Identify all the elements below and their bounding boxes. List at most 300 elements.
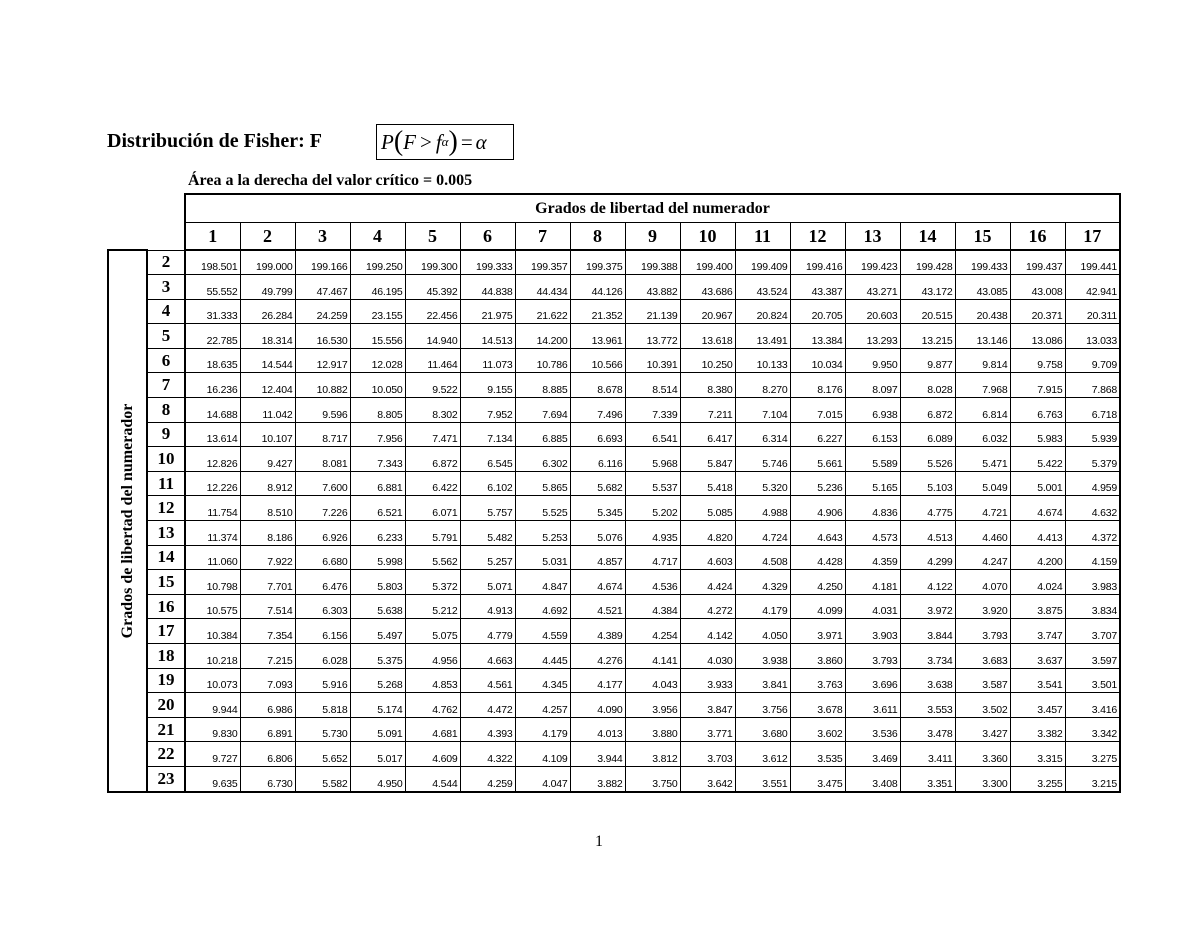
table-cell: 6.417: [680, 422, 735, 447]
table-cell: 43.172: [900, 275, 955, 300]
row-header: 20: [147, 693, 185, 718]
table-cell: 7.343: [350, 447, 405, 472]
table-cell: 4.030: [680, 644, 735, 669]
table-cell: 5.847: [680, 447, 735, 472]
table-cell: 13.215: [900, 324, 955, 349]
table-row: [108, 324, 1120, 349]
table-cell: 10.384: [185, 619, 240, 644]
table-cell: 3.351: [900, 766, 955, 791]
table-cell: 3.637: [1010, 644, 1065, 669]
table-cell: 5.482: [460, 521, 515, 546]
table-cell: 7.922: [240, 545, 295, 570]
table-cell: 4.050: [735, 619, 790, 644]
table-cell: 14.544: [240, 348, 295, 373]
table-cell: 4.762: [405, 693, 460, 718]
table-cell: 5.320: [735, 471, 790, 496]
table-cell: 9.596: [295, 398, 350, 423]
table-cell: 5.526: [900, 447, 955, 472]
table-cell: 10.073: [185, 668, 240, 693]
table-cell: 12.404: [240, 373, 295, 398]
table-cell: 8.186: [240, 521, 295, 546]
table-cell: 8.270: [735, 373, 790, 398]
table-cell: 3.501: [1065, 668, 1120, 693]
row-header: 15: [147, 570, 185, 595]
table-cell: 5.791: [405, 521, 460, 546]
table-cell: 3.611: [845, 693, 900, 718]
table-cell: 4.141: [625, 644, 680, 669]
table-cell: 44.838: [460, 275, 515, 300]
table-cell: 3.983: [1065, 570, 1120, 595]
table-cell: 5.998: [350, 545, 405, 570]
table-cell: 8.097: [845, 373, 900, 398]
table-cell: 5.001: [1010, 471, 1065, 496]
table-cell: 3.551: [735, 766, 790, 791]
column-header: 16: [1010, 223, 1065, 251]
table-cell: 7.952: [460, 398, 515, 423]
table-cell: 199.357: [515, 250, 570, 275]
table-cell: 4.259: [460, 766, 515, 791]
table-cell: 20.967: [680, 299, 735, 324]
table-cell: 199.333: [460, 250, 515, 275]
table-cell: 9.758: [1010, 348, 1065, 373]
table-cell: 11.464: [405, 348, 460, 373]
table-cell: 4.299: [900, 545, 955, 570]
table-cell: 5.091: [350, 717, 405, 742]
table-cell: 43.686: [680, 275, 735, 300]
table-cell: 55.552: [185, 275, 240, 300]
column-header: 2: [240, 223, 295, 251]
table-cell: 8.380: [680, 373, 735, 398]
table-cell: 199.250: [350, 250, 405, 275]
table-cell: 3.502: [955, 693, 1010, 718]
table-cell: 3.844: [900, 619, 955, 644]
table-cell: 3.411: [900, 742, 955, 767]
table-cell: 4.276: [570, 644, 625, 669]
table-cell: 7.694: [515, 398, 570, 423]
table-body: [108, 250, 1120, 792]
formula-alpha: α: [475, 129, 487, 154]
table-cell: 21.975: [460, 299, 515, 324]
table-cell: 4.109: [515, 742, 570, 767]
table-cell: 4.043: [625, 668, 680, 693]
table-cell: 4.779: [460, 619, 515, 644]
table-cell: 22.456: [405, 299, 460, 324]
table-cell: 6.938: [845, 398, 900, 423]
table-cell: 7.354: [240, 619, 295, 644]
column-header: 15: [955, 223, 1010, 251]
table-subtitle: Área a la derecha del valor crítico = 0.005: [188, 172, 473, 189]
table-cell: 6.693: [570, 422, 625, 447]
column-header: 9: [625, 223, 680, 251]
formula-eq: =: [460, 129, 473, 154]
table-cell: 7.514: [240, 594, 295, 619]
table-cell: 6.422: [405, 471, 460, 496]
table-cell: 12.226: [185, 471, 240, 496]
table-cell: 4.935: [625, 521, 680, 546]
table-cell: 5.049: [955, 471, 1010, 496]
table-cell: 21.622: [515, 299, 570, 324]
table-cell: 11.042: [240, 398, 295, 423]
table-cell: 6.314: [735, 422, 790, 447]
table-cell: 4.573: [845, 521, 900, 546]
table-cell: 8.678: [570, 373, 625, 398]
table-cell: 6.032: [955, 422, 1010, 447]
page-number: 1: [595, 833, 603, 850]
table-cell: 11.060: [185, 545, 240, 570]
table-cell: 9.635: [185, 766, 240, 791]
table-cell: 3.860: [790, 644, 845, 669]
table-cell: 5.939: [1065, 422, 1120, 447]
table-row: [108, 693, 1120, 718]
table-cell: 4.956: [405, 644, 460, 669]
table-cell: 4.820: [680, 521, 735, 546]
table-row: [108, 545, 1120, 570]
table-cell: 6.156: [295, 619, 350, 644]
table-cell: 4.013: [570, 717, 625, 742]
table-cell: 11.754: [185, 496, 240, 521]
table-cell: 3.275: [1065, 742, 1120, 767]
table-cell: 4.329: [735, 570, 790, 595]
table-cell: 199.416: [790, 250, 845, 275]
table-cell: 5.757: [460, 496, 515, 521]
table-cell: 8.081: [295, 447, 350, 472]
table-cell: 6.926: [295, 521, 350, 546]
table-cell: 4.988: [735, 496, 790, 521]
column-header: 17: [1065, 223, 1120, 251]
table-cell: 3.553: [900, 693, 955, 718]
table-cell: 3.956: [625, 693, 680, 718]
table-cell: 4.445: [515, 644, 570, 669]
table-cell: 6.763: [1010, 398, 1065, 423]
table-cell: 7.956: [350, 422, 405, 447]
table-row: [108, 471, 1120, 496]
table-cell: 3.933: [680, 668, 735, 693]
table-cell: 199.000: [240, 250, 295, 275]
table-cell: 3.793: [845, 644, 900, 669]
table-cell: 3.469: [845, 742, 900, 767]
column-header: 4: [350, 223, 405, 251]
table-cell: 199.400: [680, 250, 735, 275]
table-cell: 7.134: [460, 422, 515, 447]
table-cell: 3.707: [1065, 619, 1120, 644]
table-cell: 21.352: [570, 299, 625, 324]
table-cell: 4.322: [460, 742, 515, 767]
row-header: 21: [147, 717, 185, 742]
table-cell: 3.756: [735, 693, 790, 718]
table-cell: 7.496: [570, 398, 625, 423]
table-cell: 8.885: [515, 373, 570, 398]
table-cell: 3.642: [680, 766, 735, 791]
table-row: [108, 668, 1120, 693]
table-cell: 3.771: [680, 717, 735, 742]
table-cell: 7.915: [1010, 373, 1065, 398]
side-label: Grados de libertad del numerador: [118, 403, 136, 639]
table-cell: 10.575: [185, 594, 240, 619]
table-cell: 5.236: [790, 471, 845, 496]
table-cell: 4.521: [570, 594, 625, 619]
table-cell: 5.638: [350, 594, 405, 619]
table-cell: 3.683: [955, 644, 1010, 669]
table-cell: 4.413: [1010, 521, 1065, 546]
table-cell: 5.471: [955, 447, 1010, 472]
table-cell: 44.126: [570, 275, 625, 300]
table-cell: 9.727: [185, 742, 240, 767]
table-cell: 3.793: [955, 619, 1010, 644]
table-cell: 4.345: [515, 668, 570, 693]
table-cell: 6.891: [240, 717, 295, 742]
table-cell: 9.709: [1065, 348, 1120, 373]
table-cell: 3.475: [790, 766, 845, 791]
table-cell: 3.903: [845, 619, 900, 644]
table-cell: 5.803: [350, 570, 405, 595]
table-cell: 5.818: [295, 693, 350, 718]
table-cell: 9.427: [240, 447, 295, 472]
table-cell: 9.944: [185, 693, 240, 718]
table-cell: 5.525: [515, 496, 570, 521]
row-header: 18: [147, 644, 185, 669]
table-cell: 3.536: [845, 717, 900, 742]
table-cell: 5.916: [295, 668, 350, 693]
table-cell: 3.416: [1065, 693, 1120, 718]
table-cell: 4.959: [1065, 471, 1120, 496]
table-cell: 14.940: [405, 324, 460, 349]
table-cell: 6.302: [515, 447, 570, 472]
table-cell: 199.166: [295, 250, 350, 275]
table-cell: 5.345: [570, 496, 625, 521]
table-cell: 49.799: [240, 275, 295, 300]
table-cell: 15.556: [350, 324, 405, 349]
table-cell: 199.437: [1010, 250, 1065, 275]
table-row: [108, 398, 1120, 423]
column-header: 6: [460, 223, 515, 251]
table-cell: 3.300: [955, 766, 1010, 791]
table-cell: 5.983: [1010, 422, 1065, 447]
table-cell: 3.920: [955, 594, 1010, 619]
column-header: 12: [790, 223, 845, 251]
table-cell: 199.409: [735, 250, 790, 275]
column-header: 7: [515, 223, 570, 251]
table-cell: 9.814: [955, 348, 1010, 373]
table-cell: 3.734: [900, 644, 955, 669]
table-cell: 4.389: [570, 619, 625, 644]
table-cell: 12.028: [350, 348, 405, 373]
formula-p: P: [381, 129, 394, 154]
table-cell: 7.339: [625, 398, 680, 423]
table-row: [108, 299, 1120, 324]
table-cell: 10.250: [680, 348, 735, 373]
table-cell: 5.422: [1010, 447, 1065, 472]
table-cell: 199.423: [845, 250, 900, 275]
formula-close-paren: ): [448, 126, 458, 157]
table-cell: 3.342: [1065, 717, 1120, 742]
table-cell: 45.392: [405, 275, 460, 300]
table-cell: 4.177: [570, 668, 625, 693]
table-cell: 6.089: [900, 422, 955, 447]
table-cell: 3.747: [1010, 619, 1065, 644]
table-cell: 4.031: [845, 594, 900, 619]
table-cell: 3.880: [625, 717, 680, 742]
table-cell: 26.284: [240, 299, 295, 324]
table-row: [108, 348, 1120, 373]
table-cell: 4.561: [460, 668, 515, 693]
table-cell: 5.085: [680, 496, 735, 521]
table-cell: 12.826: [185, 447, 240, 472]
table-cell: 4.393: [460, 717, 515, 742]
table-cell: 4.272: [680, 594, 735, 619]
table-cell: 3.457: [1010, 693, 1065, 718]
table-cell: 3.315: [1010, 742, 1065, 767]
table-cell: 13.618: [680, 324, 735, 349]
table-row: [108, 742, 1120, 767]
table-cell: 6.227: [790, 422, 845, 447]
table-cell: 43.271: [845, 275, 900, 300]
table-cell: 3.360: [955, 742, 1010, 767]
table-cell: 199.300: [405, 250, 460, 275]
row-header: 6: [147, 348, 185, 373]
table-cell: 6.718: [1065, 398, 1120, 423]
table-cell: 4.692: [515, 594, 570, 619]
row-header: 5: [147, 324, 185, 349]
table-cell: 199.433: [955, 250, 1010, 275]
table-row: [108, 717, 1120, 742]
table-cell: 10.133: [735, 348, 790, 373]
table-cell: 14.513: [460, 324, 515, 349]
table-cell: 4.508: [735, 545, 790, 570]
numerator-header: Grados de libertad del numerador: [185, 194, 1120, 223]
table-cell: 9.155: [460, 373, 515, 398]
side-label-cell: [108, 250, 147, 792]
table-cell: 5.165: [845, 471, 900, 496]
table-cell: 10.566: [570, 348, 625, 373]
row-header: 12: [147, 496, 185, 521]
table-cell: 3.427: [955, 717, 1010, 742]
table-cell: 5.212: [405, 594, 460, 619]
table-cell: 5.372: [405, 570, 460, 595]
table-cell: 4.836: [845, 496, 900, 521]
formula-alpha-sub: α: [441, 134, 449, 149]
table-cell: 7.093: [240, 668, 295, 693]
table-cell: 4.099: [790, 594, 845, 619]
table-cell: 5.031: [515, 545, 570, 570]
table-cell: 5.682: [570, 471, 625, 496]
table-cell: 4.643: [790, 521, 845, 546]
row-header: 11: [147, 471, 185, 496]
table-cell: 5.865: [515, 471, 570, 496]
table-cell: 5.497: [350, 619, 405, 644]
table-cell: 4.179: [735, 594, 790, 619]
row-header: 2: [147, 250, 185, 275]
table-cell: 3.841: [735, 668, 790, 693]
table-cell: 3.535: [790, 742, 845, 767]
table-row: [108, 422, 1120, 447]
table-cell: 4.424: [680, 570, 735, 595]
table-cell: 31.333: [185, 299, 240, 324]
table-cell: 43.008: [1010, 275, 1065, 300]
row-header: 3: [147, 275, 185, 300]
table-row: [108, 275, 1120, 300]
table-cell: 8.805: [350, 398, 405, 423]
table-cell: 4.663: [460, 644, 515, 669]
table-cell: 4.609: [405, 742, 460, 767]
row-header: 23: [147, 766, 185, 791]
table-cell: 4.674: [1010, 496, 1065, 521]
table-cell: 7.600: [295, 471, 350, 496]
table-cell: 4.200: [1010, 545, 1065, 570]
table-cell: 44.434: [515, 275, 570, 300]
table-cell: 4.181: [845, 570, 900, 595]
table-cell: 8.717: [295, 422, 350, 447]
table-cell: 6.102: [460, 471, 515, 496]
corner-blank: [108, 223, 185, 251]
table-cell: 5.253: [515, 521, 570, 546]
table-cell: 3.587: [955, 668, 1010, 693]
table-cell: 3.944: [570, 742, 625, 767]
table-cell: 8.912: [240, 471, 295, 496]
table-cell: 18.635: [185, 348, 240, 373]
table-cell: 4.857: [570, 545, 625, 570]
table-cell: 3.750: [625, 766, 680, 791]
table-cell: 8.514: [625, 373, 680, 398]
table-cell: 4.853: [405, 668, 460, 693]
table-cell: 5.661: [790, 447, 845, 472]
table-cell: 20.603: [845, 299, 900, 324]
row-header: 19: [147, 668, 185, 693]
row-header: 16: [147, 594, 185, 619]
table-cell: 3.408: [845, 766, 900, 791]
table-cell: 4.254: [625, 619, 680, 644]
table-cell: 20.515: [900, 299, 955, 324]
column-header: 14: [900, 223, 955, 251]
table-cell: 5.562: [405, 545, 460, 570]
table-cell: 24.259: [295, 299, 350, 324]
table-cell: 18.314: [240, 324, 295, 349]
corner-blank: [108, 194, 185, 223]
table-cell: 3.612: [735, 742, 790, 767]
table-cell: 13.491: [735, 324, 790, 349]
table-cell: 6.545: [460, 447, 515, 472]
table-cell: 5.537: [625, 471, 680, 496]
table-cell: 6.680: [295, 545, 350, 570]
table-row: [108, 619, 1120, 644]
table-cell: 199.428: [900, 250, 955, 275]
table-cell: 5.076: [570, 521, 625, 546]
table-cell: 3.812: [625, 742, 680, 767]
table-cell: 4.047: [515, 766, 570, 791]
table-cell: 6.885: [515, 422, 570, 447]
table-cell: 7.226: [295, 496, 350, 521]
table-cell: 43.524: [735, 275, 790, 300]
table-cell: 21.139: [625, 299, 680, 324]
table-cell: 20.438: [955, 299, 1010, 324]
table-cell: 3.847: [680, 693, 735, 718]
page-title: Distribución de Fisher: F: [107, 130, 322, 152]
table-cell: 4.070: [955, 570, 1010, 595]
table-cell: 4.775: [900, 496, 955, 521]
table-cell: 6.233: [350, 521, 405, 546]
table-cell: 13.146: [955, 324, 1010, 349]
table-cell: 10.391: [625, 348, 680, 373]
column-header: 5: [405, 223, 460, 251]
table-cell: 4.717: [625, 545, 680, 570]
table-cell: 5.268: [350, 668, 405, 693]
table-cell: 43.387: [790, 275, 845, 300]
row-header: 9: [147, 422, 185, 447]
table-cell: 13.086: [1010, 324, 1065, 349]
row-header: 4: [147, 299, 185, 324]
table-cell: 13.961: [570, 324, 625, 349]
table-cell: 5.418: [680, 471, 735, 496]
table-cell: 6.541: [625, 422, 680, 447]
